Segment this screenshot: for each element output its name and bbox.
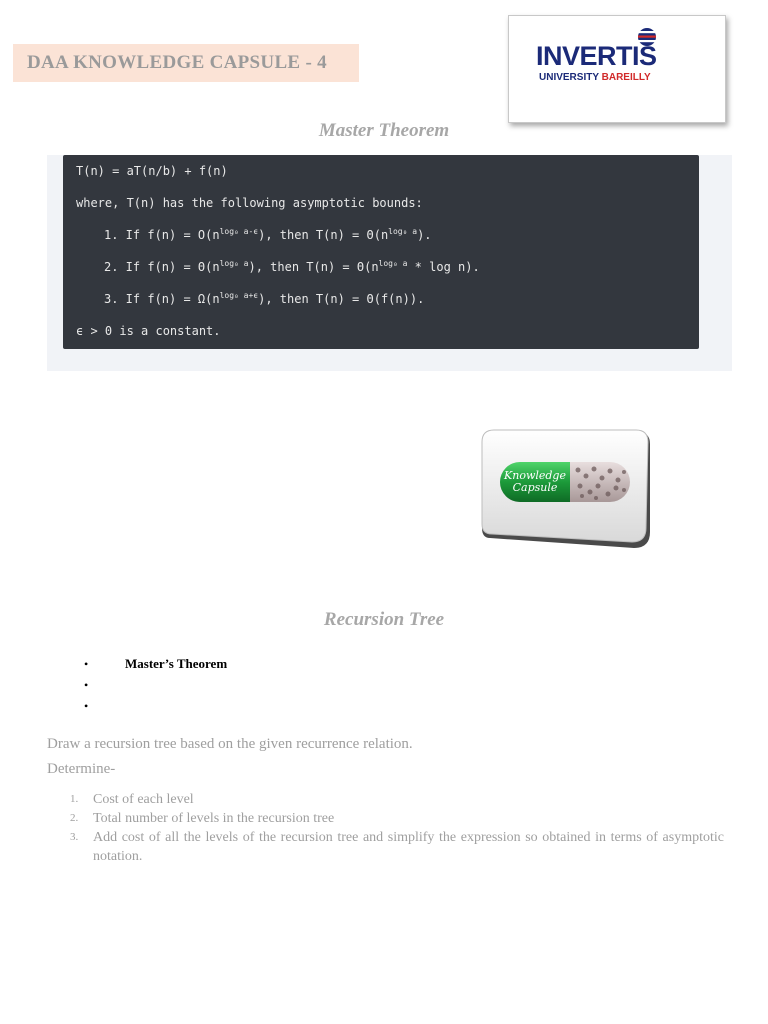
code-case-3 [76,289,699,321]
logo-subtitle-city: BAREILLY [601,72,651,83]
case-2-exponent: log₀ a [219,259,249,268]
case-1-suffix: ). [417,228,432,242]
step-text: Add cost of all the levels of the recursion tree and simplify the expression so obtained in terms of asymptotic notation. [93,830,724,864]
case-1-middle: ), then T(n) = Θ(n [258,228,389,242]
list-item [70,790,724,809]
case-3-exponent: log₀ a+ϵ [219,291,259,300]
step-number: 3. [70,831,79,843]
step-number: 1. [70,793,79,805]
step-number: 2. [70,812,79,824]
case-2-prefix: 2. If f(n) = Θ(n [104,260,220,274]
document-title: DAA KNOWLEDGE CAPSULE - 4 [27,52,327,73]
logo-subtitle-university: UNIVERSITY [539,72,599,83]
code-where-line: where, T(n) has the following asymptotic bounds: [76,196,423,210]
case-1-exponent: log₀ a-ϵ [219,227,259,236]
determine-label: Determine- [47,761,116,777]
master-theorem-heading: Master Theorem [318,120,450,141]
case-2-result-exponent: log₀ a [378,259,408,268]
university-logo-frame [508,15,726,123]
step-text: Cost of each level [93,792,194,807]
capsule-label-line-1: Knowledge [504,469,566,482]
bullet-icon: • [84,678,89,692]
code-block [63,155,699,349]
code-constant-line: ϵ > 0 is a constant. [76,324,221,338]
bullet-icon: • [84,699,89,713]
recursion-tree-instruction: Draw a recursion tree based on the given recurrence relation. [47,736,413,752]
case-3-prefix: 3. If f(n) = Ω(n [104,292,220,306]
document-title-banner [13,44,359,82]
case-1-result-exponent: log₀ a [388,227,418,236]
code-block-container [47,155,732,371]
capsule-label-line-2: Capsule [512,481,558,494]
case-2-middle: ), then T(n) = Θ(n [248,260,379,274]
bullet-text: Master’s Theorem [125,656,228,671]
recursion-steps-list [70,790,724,866]
code-case-1 [76,225,699,257]
recursion-tree-heading: Recursion Tree [323,609,445,630]
case-2-suffix: * log n). [407,260,480,274]
list-item [70,828,724,866]
logo-wordmark: INVERTIS [536,41,657,71]
code-case-2 [76,257,699,289]
list-item [70,809,724,828]
university-logo [519,24,676,88]
code-recurrence-line: T(n) = aT(n/b) + f(n) [76,164,228,178]
case-3-suffix: ), then T(n) = Θ(f(n)). [258,292,425,306]
case-1-prefix: 1. If f(n) = O(n [104,228,220,242]
knowledge-capsule-icon [478,428,654,552]
bullet-icon: • [84,657,89,671]
logo-subtitle [539,72,651,83]
step-text: Total number of levels in the recursion tree [93,811,335,826]
